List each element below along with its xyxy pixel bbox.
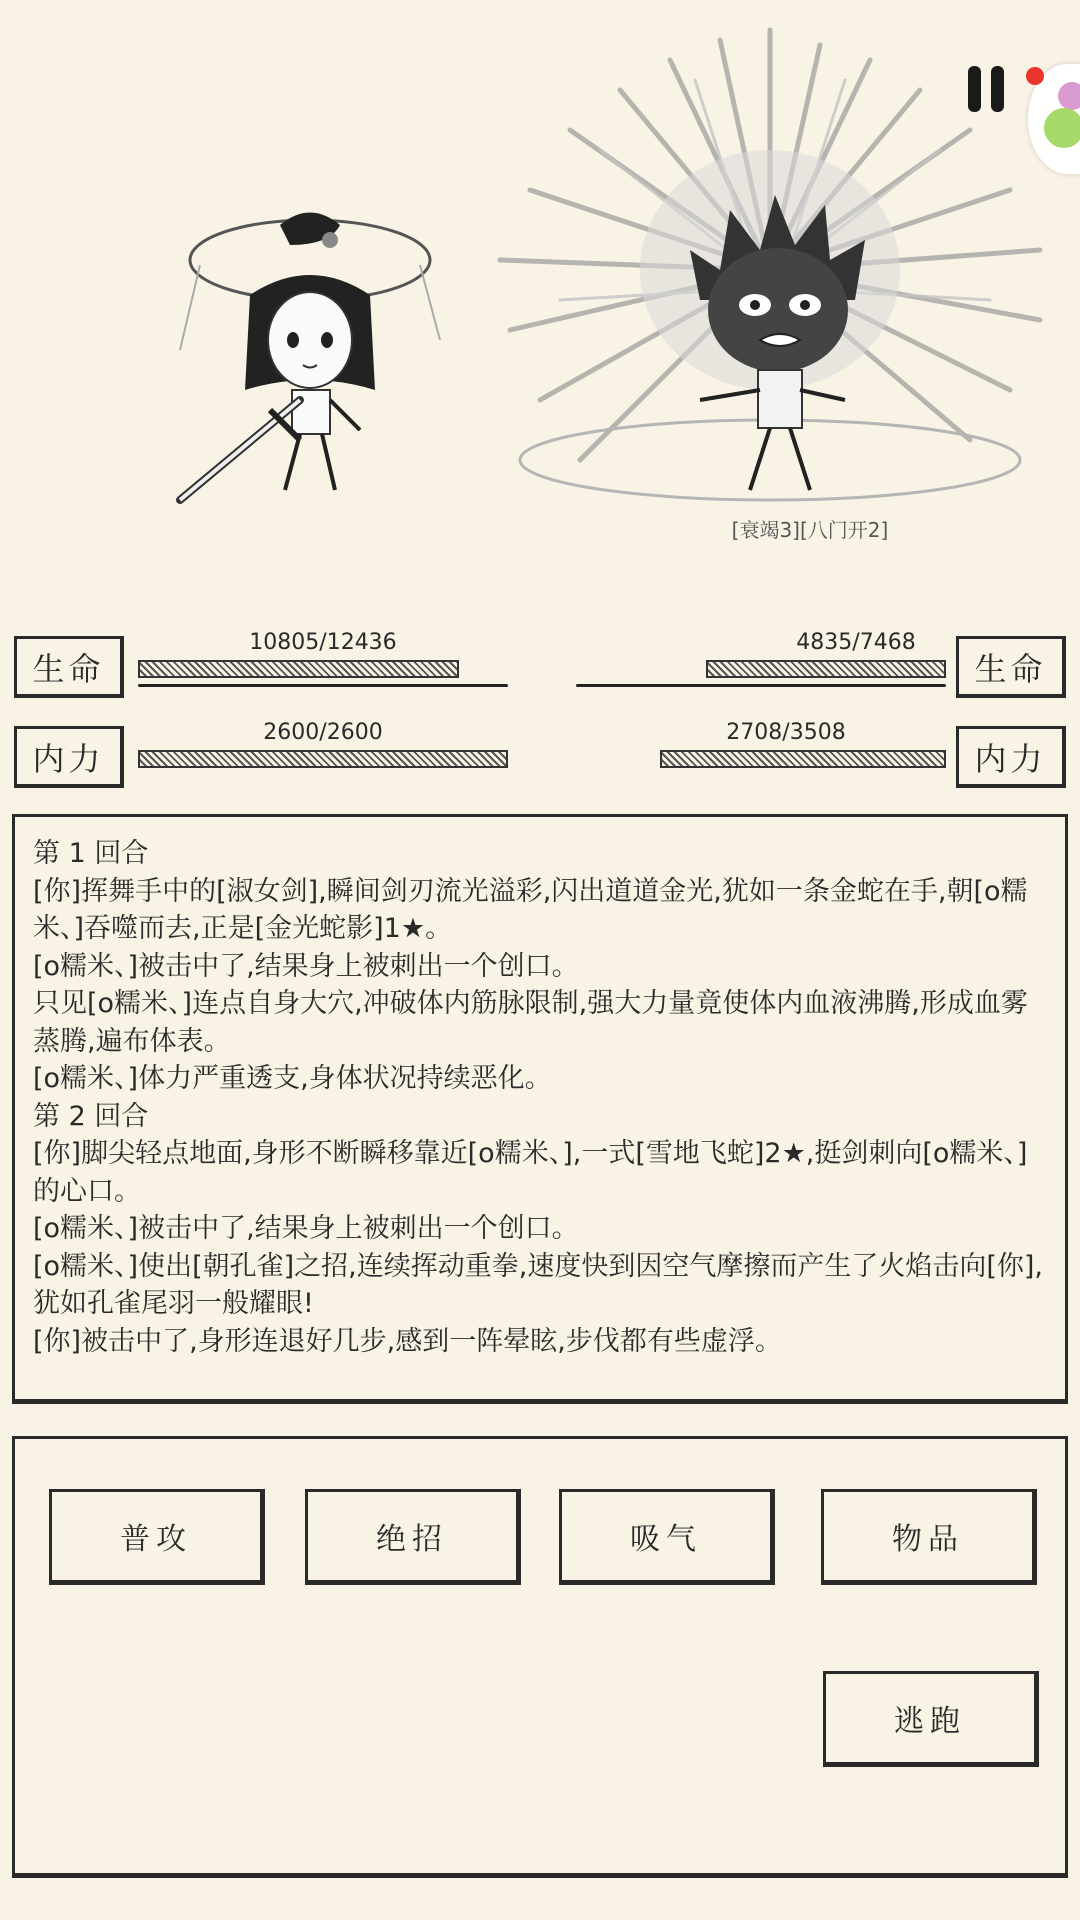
log-line: [o糯米、]体力严重透支,身体状况持续恶化。 — [33, 1063, 552, 1094]
log-line: 第 1 回合 — [33, 838, 149, 869]
log-line: [你]被击中了,身形连退好几步,感到一阵晕眩,步伐都有些虚浮。 — [33, 1325, 782, 1357]
enemy-mp-track — [576, 750, 946, 772]
player-mp-label: 内力 — [14, 726, 124, 788]
flee-button[interactable]: 逃跑 — [823, 1671, 1039, 1767]
player-mp-fill — [138, 750, 508, 768]
attack-button[interactable]: 普攻 — [49, 1489, 265, 1585]
enemy-hp-underline — [576, 684, 946, 687]
combat-log[interactable] — [12, 814, 1068, 1404]
pause-icon — [968, 66, 981, 112]
player-mp-value: 2600/2600 — [263, 720, 383, 745]
log-line: [o糯米、]使出[朝孔雀]之招,连续挥动重拳,速度快到因空气摩擦而产生了火焰击向[你],犹如孔雀尾羽一般耀眼! — [33, 1250, 1043, 1319]
player-character — [160, 200, 480, 520]
player-hp-value: 10805/12436 — [249, 630, 397, 655]
enemy-status-effects: [衰竭3][八门开2] — [731, 518, 889, 542]
player-hp-underline — [138, 684, 508, 687]
enemy-character — [660, 190, 900, 510]
enemy-mp-value: 2708/3508 — [726, 720, 846, 745]
action-panel — [12, 1436, 1068, 1878]
enemy-mp-fill — [660, 750, 946, 768]
bubble-icon — [1044, 108, 1080, 148]
player-hp-fill — [138, 660, 459, 678]
log-line: [o糯米、]被击中了,结果身上被刺出一个创口。 — [33, 1213, 579, 1244]
enemy-mp-label: 内力 — [956, 726, 1066, 788]
log-line: 只见[o糯米、]连点自身大穴,冲破体内筋脉限制,强大力量竟使体内血液沸腾,形成血雾蒸腾,遍布体表。 — [33, 988, 1028, 1057]
pause-button[interactable] — [968, 66, 1014, 116]
player-mp-track — [138, 750, 508, 772]
pause-icon — [991, 66, 1004, 112]
enemy-hp-fill — [706, 660, 946, 678]
ultimate-button[interactable]: 绝招 — [305, 1489, 521, 1585]
log-line: [o糯米、]被击中了,结果身上被刺出一个创口。 — [33, 950, 579, 982]
log-line: 第 2 回合 — [33, 1100, 149, 1132]
enemy-hp-track — [576, 660, 946, 682]
battle-scene — [0, 0, 1080, 600]
items-button[interactable]: 物品 — [821, 1489, 1037, 1585]
enemy-hp-value: 4835/7468 — [796, 630, 916, 655]
log-line: [你]脚尖轻点地面,身形不断瞬移靠近[o糯米、],一式[雪地飞蛇]2★,挺剑刺向[o糯米、]的心口。 — [33, 1138, 1028, 1207]
enemy-hp-label: 生命 — [956, 636, 1066, 698]
player-hp-track — [138, 660, 508, 682]
log-line: [你]挥舞手中的[淑女剑],瞬间剑刃流光溢彩,闪出道道金光,犹如一条金蛇在手,朝[o糯米、]吞噬而去,正是[金光蛇影]1★。 — [33, 875, 1028, 944]
notification-dot — [1026, 67, 1044, 85]
absorb-button[interactable]: 吸气 — [559, 1489, 775, 1585]
player-hp-label: 生命 — [14, 636, 124, 698]
bubble-icon — [1058, 82, 1080, 110]
